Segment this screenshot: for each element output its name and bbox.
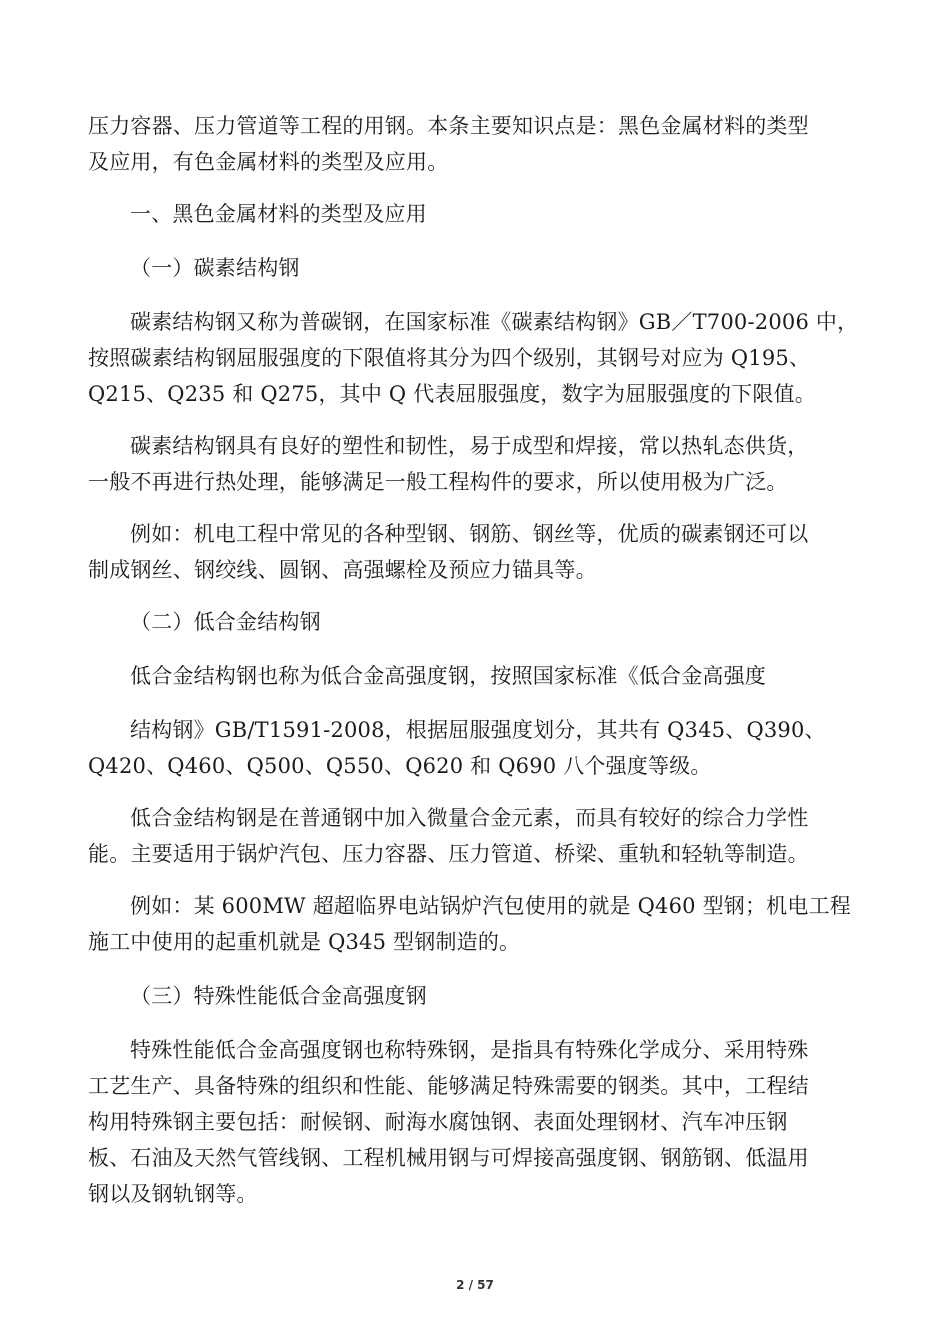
paragraph-line: 例如：某 600MW 超超临界电站锅炉汽包使用的就是 Q460 型钢；机电工程 <box>130 894 851 918</box>
paragraph-line: 按照碳素结构钢屈服强度的下限值将其分为四个级别，其钢号对应为 Q195、 <box>88 346 811 370</box>
paragraph-line: 施工中使用的起重机就是 Q345 型钢制造的。 <box>88 930 521 954</box>
page-number: 2 / 57 <box>456 1278 494 1292</box>
paragraph-line: 碳素结构钢具有良好的塑性和韧性，易于成型和焊接，常以热轧态供货， <box>130 434 809 458</box>
paragraph-line: 特殊性能低合金高强度钢也称特殊钢，是指具有特殊化学成分、采用特殊 <box>130 1038 809 1062</box>
paragraph-line: Q420、Q460、Q500、Q550、Q620 和 Q690 八个强度等级。 <box>88 754 712 778</box>
paragraph-line: 低合金结构钢也称为低合金高强度钢，按照国家标准《低合金高强度 <box>130 664 766 688</box>
paragraph-line: 一般不再进行热处理，能够满足一般工程构件的要求，所以使用极为广泛。 <box>88 470 788 494</box>
section-heading: 一、黑色金属材料的类型及应用 <box>130 202 427 226</box>
paragraph-line: 工艺生产、具备特殊的组织和性能、能够满足特殊需要的钢类。其中，工程结 <box>88 1074 809 1098</box>
paragraph-line: 低合金结构钢是在普通钢中加入微量合金元素，而具有较好的综合力学性 <box>130 806 809 830</box>
subsection-heading: （三）特殊性能低合金高强度钢 <box>130 984 427 1008</box>
paragraph-line: 板、石油及天然气管线钢、工程机械用钢与可焊接高强度钢、钢筋钢、低温用 <box>88 1146 809 1170</box>
paragraph-line: 制成钢丝、钢绞线、圆钢、高强螺栓及预应力锚具等。 <box>88 558 597 582</box>
paragraph-line: 结构钢》GB/T1591-2008，根据屈服强度划分，其共有 Q345、Q390、 <box>130 718 826 742</box>
paragraph-line: 压力容器、压力管道等工程的用钢。本条主要知识点是：黑色金属材料的类型 <box>88 114 809 138</box>
subsection-heading: （二）低合金结构钢 <box>130 610 321 634</box>
paragraph-line: 能。主要适用于锅炉汽包、压力容器、压力管道、桥梁、重轨和轻轨等制造。 <box>88 842 809 866</box>
paragraph-line: 钢以及钢轨钢等。 <box>88 1182 258 1206</box>
paragraph-line: Q215、Q235 和 Q275，其中 Q 代表屈服强度，数字为屈服强度的下限值。 <box>88 382 817 406</box>
subsection-heading: （一）碳素结构钢 <box>130 256 300 280</box>
paragraph-line: 构用特殊钢主要包括：耐候钢、耐海水腐蚀钢、表面处理钢材、汽车冲压钢 <box>88 1110 788 1134</box>
paragraph-line: 及应用，有色金属材料的类型及应用。 <box>88 150 449 174</box>
paragraph-line: 例如：机电工程中常见的各种型钢、钢筋、钢丝等，优质的碳素钢还可以 <box>130 522 809 546</box>
paragraph-line: 碳素结构钢又称为普碳钢，在国家标准《碳素结构钢》GB／T700-2006 中， <box>130 310 859 334</box>
